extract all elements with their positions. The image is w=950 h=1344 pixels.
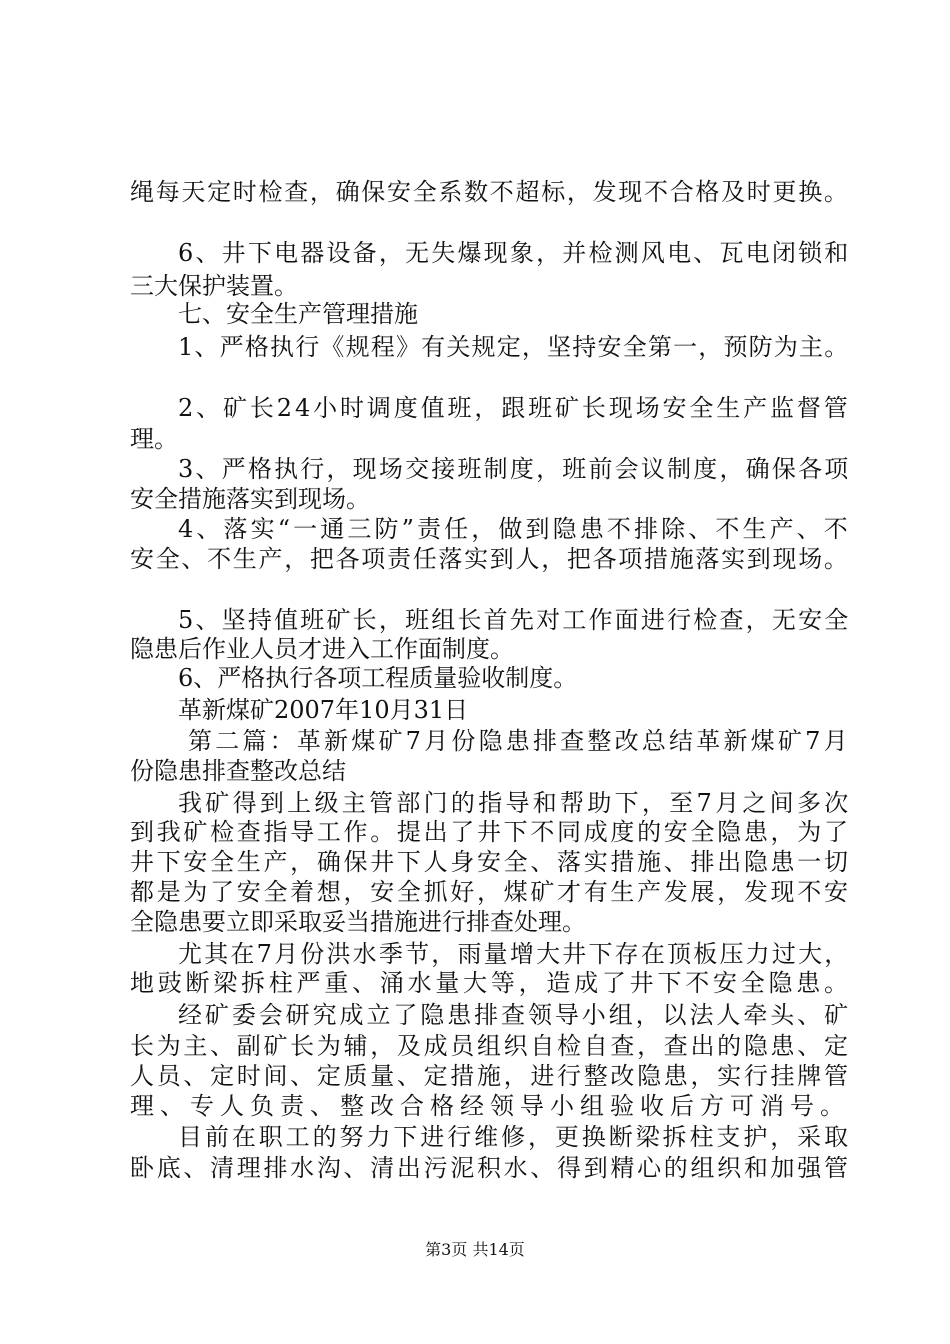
- text-line: 三大保护装置。: [130, 272, 298, 300]
- text-line: 3、严格执行，现场交接班制度，班前会议制度，确保各项: [178, 455, 851, 483]
- text-line: 都是为了安全着想，安全抓好，煤矿才有生产发展，发现不安: [130, 878, 851, 906]
- text-line: 我矿得到上级主管部门的指导和帮助下，至7月之间多次: [178, 789, 852, 817]
- text-line: 地豉断梁拆柱严重、涌水量大等，造成了井下不安全隐患。: [130, 969, 852, 997]
- section-heading: 七、安全生产管理措施: [178, 300, 418, 328]
- text-line: 绳每天定时检查，确保安全系数不超标，发现不合格及时更换。: [130, 178, 850, 206]
- text-line: 理、专人负责、整改合格经领导小组验收后方可消号。: [130, 1092, 850, 1120]
- text-line: 经矿委会研究成立了隐患排查领导小组，以法人牵头、矿: [178, 1001, 851, 1029]
- text-line: 安全措施落实到现场。: [130, 485, 370, 513]
- chapter-title: 第二篇：革新煤矿7月份隐患排查整改总结革新煤矿7月: [188, 727, 851, 755]
- text-line: 2、矿长24小时调度值班，跟班矿长现场安全生产监督管: [178, 394, 851, 422]
- signature-date: 革新煤矿2007年10月31日: [178, 696, 469, 724]
- page-footer: 第3页 共14页: [425, 1240, 525, 1259]
- text-line: 到我矿检查指导工作。提出了井下不同成度的安全隐患，为了: [130, 818, 851, 846]
- text-line: 卧底、清理排水沟、清出污泥积水、得到精心的组织和加强管: [130, 1154, 851, 1182]
- text-line: 5、坚持值班矿长，班组长首先对工作面进行检查，无安全: [178, 606, 851, 634]
- text-line: 1、严格执行《规程》有关规定，坚持安全第一，预防为主。: [178, 333, 850, 361]
- text-line: 理。: [130, 425, 178, 453]
- text-line: 目前在职工的努力下进行维修，更换断梁拆柱支护，采取: [178, 1123, 851, 1151]
- text-line: 尤其在7月份洪水季节，雨量增大井下存在顶板压力过大，: [178, 940, 851, 968]
- chapter-title: 份隐患排查整改总结: [130, 757, 346, 785]
- text-line: 4、落实“一通三防”责任，做到隐患不排除、不生产、不: [178, 515, 851, 543]
- text-line: 井下安全生产，确保井下人身安全、落实措施、排出隐患一切: [130, 848, 851, 876]
- text-line: 全隐患要立即采取妥当措施进行排查处理。: [130, 908, 586, 936]
- text-line: 长为主、副矿长为辅，及成员组织自检自查，查出的隐患、定: [130, 1032, 851, 1060]
- text-line: 6、严格执行各项工程质量验收制度。: [178, 664, 578, 692]
- text-line: 6、井下电器设备，无失爆现象，并检测风电、瓦电闭锁和: [178, 239, 851, 267]
- text-line: 隐患后作业人员才进入工作面制度。: [130, 635, 514, 663]
- text-line: 安全、不生产，把各项责任落实到人，把各项措施落实到现场。: [130, 545, 850, 573]
- text-line: 人员、定时间、定质量、定措施，进行整改隐患，实行挂牌管: [130, 1062, 851, 1090]
